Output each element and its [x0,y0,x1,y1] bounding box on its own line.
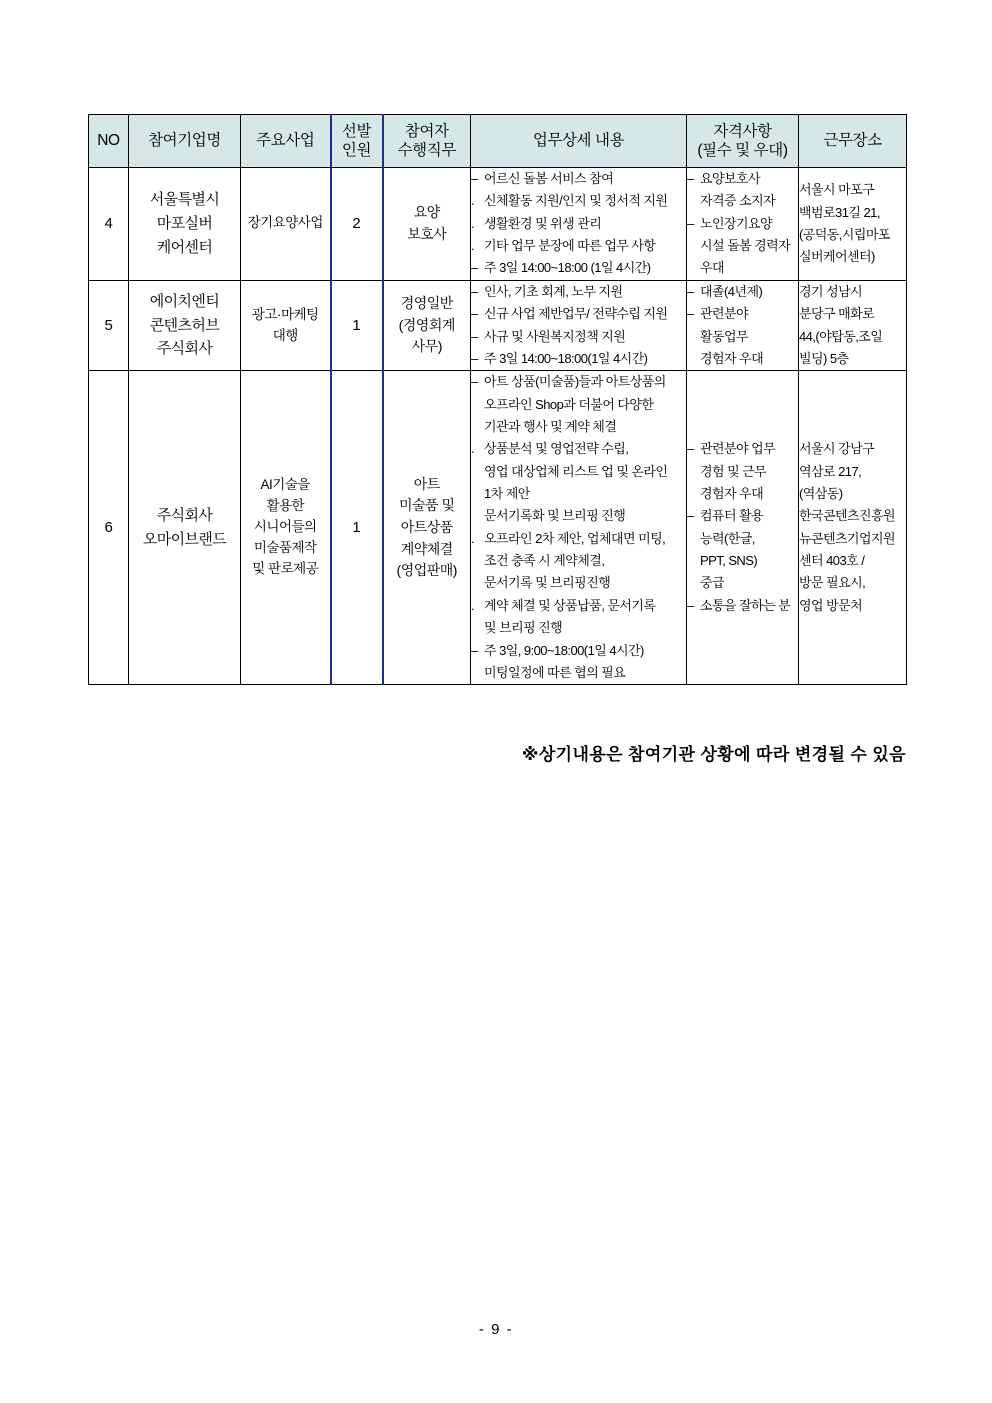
column-header-place [799,115,907,168]
table-header-row [89,115,907,168]
business-line: 활용한 [266,498,305,514]
participating-companies-table [88,114,907,685]
qualification-line-continuation: 우대 [700,260,725,276]
cell-count [331,280,383,370]
detail-line: . 계약 체결 및 상품납품, 문서기록 [471,595,686,617]
qualification-line: – 노인장기요양 [687,213,798,235]
company-name-line: 콘텐츠허브 [149,316,220,334]
detail-line: . 상품분석 및 영업전략 수립, [471,438,686,460]
cell-company [129,371,241,685]
column-header-company [129,115,241,168]
company-name-line: 서울특별시 [149,191,220,209]
row-number: 4 [104,215,113,233]
column-header-count-label: 선발 [341,122,372,140]
dash-marker-icon: – [471,283,478,299]
place-line: 한국콘텐츠진흥원 [799,508,896,524]
business-line: 광고·마케팅 [251,306,319,322]
detail-line-continuation: 및 브리핑 진행 [484,620,563,636]
detail-line-continuation: 조건 충족 시 계약체결, [484,553,605,569]
cell-qualification [687,371,799,685]
column-header-business [241,115,331,168]
role-line: 아트 [413,475,440,492]
detail-line-continuation: 기관과 행사 및 계약 체결 [484,418,617,434]
dash-marker-icon: – [471,350,478,366]
cell-place [799,371,907,685]
table-row [89,280,907,370]
column-header-qualification-label-line2: (필수 및 우대) [697,142,788,159]
table-row [89,371,907,685]
detail-line: – 신규 사업 제반업무/ 전략수립 지원 [471,303,686,325]
cell-detail [471,168,687,281]
cell-no [89,280,129,370]
place-line: 백범로31길 21, [799,204,880,220]
place-line: 뉴콘텐츠기업지원 [799,530,896,546]
qualification-line: – 관련분야 업무 [687,438,798,460]
column-header-role [383,115,471,168]
cell-no [89,371,129,685]
cell-qualification [687,280,799,370]
dash-marker-icon: – [687,508,694,524]
table-body [89,168,907,685]
cell-place [799,168,907,281]
cell-business [241,168,331,281]
dot-marker-icon: . [471,215,475,231]
column-header-company-label: 참여기업명 [148,132,221,150]
cell-qualification [687,168,799,281]
dash-marker-icon: – [471,642,478,658]
qualification-line-continuation: 경험자 우대 [700,350,764,366]
company-name-line: 에이치엔티 [149,292,220,310]
hiring-count: 1 [352,519,361,537]
detail-line: – 사규 및 사원복지정책 지원 [471,326,686,348]
cell-role [383,280,471,370]
role-line: (경영회계 [398,316,455,333]
place-line: 서울시 강남구 [799,441,875,457]
dot-marker-icon: . [471,530,475,546]
detail-line-continuation: 문서기록 및 브리핑진행 [484,575,611,591]
detail-line: – 인사, 기초 회계, 노무 지원 [471,281,686,303]
column-header-no [89,115,129,168]
column-header-role-label-line2: 수행직무 [397,142,456,159]
place-line: (공덕동,시립마포 [799,226,890,242]
qualification-line-continuation: PPT, SNS) [700,553,758,569]
place-line: 44,(야탑동,조일 [799,328,883,344]
qualification-line-continuation: 경험 및 근무 [700,463,767,479]
qualification-line: – 관련분야 [687,303,798,325]
place-line: 센터 403호 / [799,553,865,569]
column-header-place-label: 근무장소 [823,132,882,150]
business-line: 및 판로제공 [252,561,319,577]
business-line: 시니어들의 [253,519,317,535]
place-line: 역삼로 217, [799,463,862,479]
company-name-line: 오마이브랜드 [142,530,227,548]
cell-company [129,280,241,370]
place-line: 분당구 매화로 [799,306,875,322]
detail-line: – 주 3일, 9:00~18:00(1일 4시간) [471,640,686,662]
company-name-line: 케어센터 [156,238,213,256]
role-line: 미술품 및 [399,497,455,514]
place-line: 빌딩) 5층 [799,350,849,366]
qualification-line: – 대졸(4년제) [687,281,798,303]
business-line: 미술품제작 [253,540,317,556]
cell-place [799,280,907,370]
detail-line: . 오프라인 2차 제안, 업체대면 미팅, [471,528,686,550]
detail-line-continuation: 오프라인 Shop과 더불어 다양한 [484,396,654,412]
qualification-line-continuation: 자격증 소지자 [700,193,776,209]
detail-line-continuation: 미팅일정에 따른 협의 필요 [484,664,626,680]
company-name-line: 주식회사 [156,340,213,358]
dash-marker-icon: – [687,597,694,613]
qualification-line-continuation: 능력(한글, [700,530,755,546]
cell-business [241,371,331,685]
dash-marker-icon: – [471,171,478,186]
place-line: 서울시 마포구 [799,182,875,198]
detail-line-continuation: 영업 대상업체 리스트 업 및 온라인 [484,463,668,479]
dash-marker-icon: – [471,328,478,344]
place-line: 실버케어센터) [799,249,875,265]
column-header-no-label: NO [97,132,120,150]
qualification-line: – 소통을 잘하는 분 [687,595,798,617]
qualification-line-continuation: 경험자 우대 [700,486,764,502]
hiring-count: 2 [352,215,361,233]
column-header-detail-label: 업무상세 내용 [532,132,625,150]
dash-marker-icon: – [687,171,694,186]
qualification-line-continuation: 활동업무 [700,328,749,344]
footer-note: ※상기내용은 참여기관 상황에 따라 변경될 수 있음 [521,745,906,764]
detail-line: – 어르신 돌봄 서비스 참여 [471,168,686,190]
cell-count [331,371,383,685]
role-line: 아트상품 [400,518,453,535]
place-line: (역삼동) [799,486,843,502]
role-line: 경영일반 [400,294,453,311]
qualification-line: – 요양보호사 [687,168,798,190]
detail-line: – 아트 상품(미술품)들과 아트상품의 [471,371,686,393]
hiring-count: 1 [352,317,361,335]
participating-companies-table-wrapper [88,114,906,685]
qualification-line: – 컴퓨터 활용 [687,505,798,527]
detail-line-continuation: 문서기록화 및 브리핑 진행 [484,508,626,524]
detail-line: – 주 3일 14:00~18:00 (1일 4시간) [471,257,686,279]
place-line: 방문 필요시, [799,575,866,591]
table-row [89,168,907,281]
company-name-line: 마포실버 [156,215,213,233]
dot-marker-icon: . [471,597,475,613]
dash-marker-icon: – [687,306,694,322]
detail-line: – 주 3일 14:00~18:00(1일 4시간) [471,348,686,370]
role-line: (영업판매) [396,562,457,579]
role-line: 계약체결 [400,540,453,557]
column-header-qualification-label: 자격사항 [713,122,772,140]
dash-marker-icon: – [471,260,478,276]
column-header-count-label-line2: 인원 [341,142,372,159]
cell-detail [471,280,687,370]
detail-line: . 기타 업무 분장에 따른 업무 사항 [471,235,686,257]
business-line: AI기술을 [260,477,310,493]
column-header-detail [471,115,687,168]
cell-company [129,168,241,281]
dash-marker-icon: – [687,441,694,457]
cell-business [241,280,331,370]
detail-line: . 신체활동 지원/인지 및 정서적 지원 [471,190,686,212]
cell-detail [471,371,687,685]
dot-marker-icon: . [471,238,475,254]
business-line: 장기요양사업 [247,215,323,231]
dot-marker-icon: . [471,441,475,457]
role-line: 보호사 [407,225,447,242]
business-line: 대행 [272,327,298,343]
dash-marker-icon: – [471,306,478,322]
place-line: 경기 성남시 [799,283,863,299]
dot-marker-icon: . [471,193,475,209]
dash-marker-icon: – [687,215,694,231]
place-line: 영업 방문처 [799,597,863,613]
detail-line-continuation: 1차 제안 [484,486,530,502]
column-header-qualification [687,115,799,168]
dash-marker-icon: – [687,283,694,299]
cell-no [89,168,129,281]
row-number: 6 [104,519,113,537]
page-number: - 9 - [478,1321,514,1338]
cell-count [331,168,383,281]
role-line: 요양 [413,204,440,221]
cell-role [383,168,471,281]
qualification-line-continuation: 시설 돌봄 경력자 [700,238,791,254]
detail-line: . 생활환경 및 위생 관리 [471,213,686,235]
column-header-count [331,115,383,168]
role-line: 사무) [411,338,442,355]
company-name-line: 주식회사 [156,507,213,525]
column-header-role-label: 참여자 [404,122,449,140]
row-number: 5 [104,317,113,335]
cell-role [383,371,471,685]
column-header-business-label: 주요사업 [256,132,315,150]
dash-marker-icon: – [471,374,478,390]
qualification-line-continuation: 중급 [700,575,725,591]
